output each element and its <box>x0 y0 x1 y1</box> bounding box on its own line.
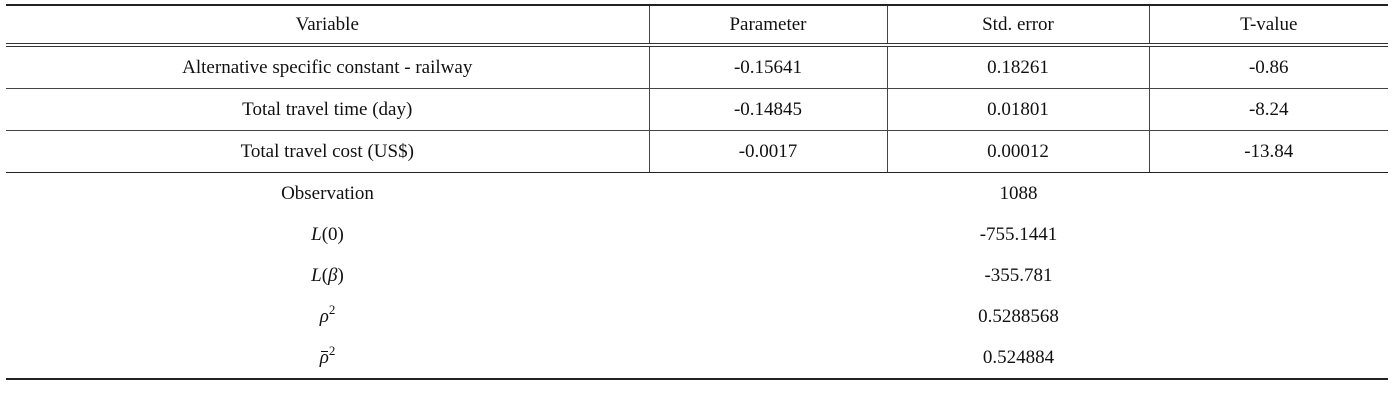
table-row <box>6 45 1388 89</box>
model-statistics-body <box>6 173 1388 380</box>
header-parameter: Parameter <box>649 5 887 45</box>
std-error-value: 0.18261 <box>887 45 1149 89</box>
t-value: -13.84 <box>1149 131 1388 173</box>
stat-row-lbeta <box>6 255 1388 296</box>
stat-row-observation <box>6 173 1388 215</box>
std-error-value: 0.01801 <box>887 89 1149 131</box>
table-header <box>6 5 1388 45</box>
stat-label-l0-arg: (0) <box>321 223 344 245</box>
rho-bar-symbol: ρ <box>319 346 329 368</box>
stat-label-lbeta-beta: β <box>328 264 338 286</box>
header-variable: Variable <box>6 5 649 45</box>
t-value: -0.86 <box>1149 45 1388 89</box>
stat-label-observation: Observation <box>281 182 374 204</box>
variable-name: Total travel cost (US$) <box>6 131 649 173</box>
table-row <box>6 89 1388 131</box>
rho-superscript: 2 <box>328 301 336 317</box>
stat-value-lbeta: -355.781 <box>984 264 1053 286</box>
stat-value-rho2: 0.5288568 <box>978 305 1059 327</box>
regression-results-table <box>6 4 1388 380</box>
stat-label-rho2 <box>6 296 649 337</box>
stat-row-rho2 <box>6 296 1388 337</box>
parameter-value: -0.15641 <box>649 45 887 89</box>
stat-value-l0: -755.1441 <box>979 223 1058 245</box>
stat-label-l0 <box>6 214 649 255</box>
stat-label-lbeta-fn: L <box>311 264 322 286</box>
stat-row-l0 <box>6 214 1388 255</box>
variable-name: Total travel time (day) <box>6 89 649 131</box>
table-row <box>6 131 1388 173</box>
parameter-value: -0.14845 <box>649 89 887 131</box>
stat-label-rho2-bar <box>6 337 649 379</box>
header-t-value: T-value <box>1149 5 1388 45</box>
parameter-value: -0.0017 <box>649 131 887 173</box>
rho-bar-superscript: 2 <box>328 342 336 358</box>
stat-label-lbeta-open: ( <box>321 264 329 286</box>
t-value: -8.24 <box>1149 89 1388 131</box>
stat-label-lbeta <box>6 255 649 296</box>
std-error-value: 0.00012 <box>887 131 1149 173</box>
stat-value-rho2-bar: 0.524884 <box>649 337 1388 379</box>
stat-value-observation: 1088 <box>999 182 1038 204</box>
variables-body <box>6 45 1388 173</box>
header-row <box>6 5 1388 45</box>
stat-label-lbeta-close: ) <box>337 264 344 286</box>
variable-name: Alternative specific constant - railway <box>6 45 649 89</box>
header-std-error: Std. error <box>887 5 1149 45</box>
stat-label-l0-fn: L <box>311 223 322 245</box>
rho-symbol: ρ <box>319 305 329 327</box>
stat-row-rho2-bar <box>6 337 1388 379</box>
